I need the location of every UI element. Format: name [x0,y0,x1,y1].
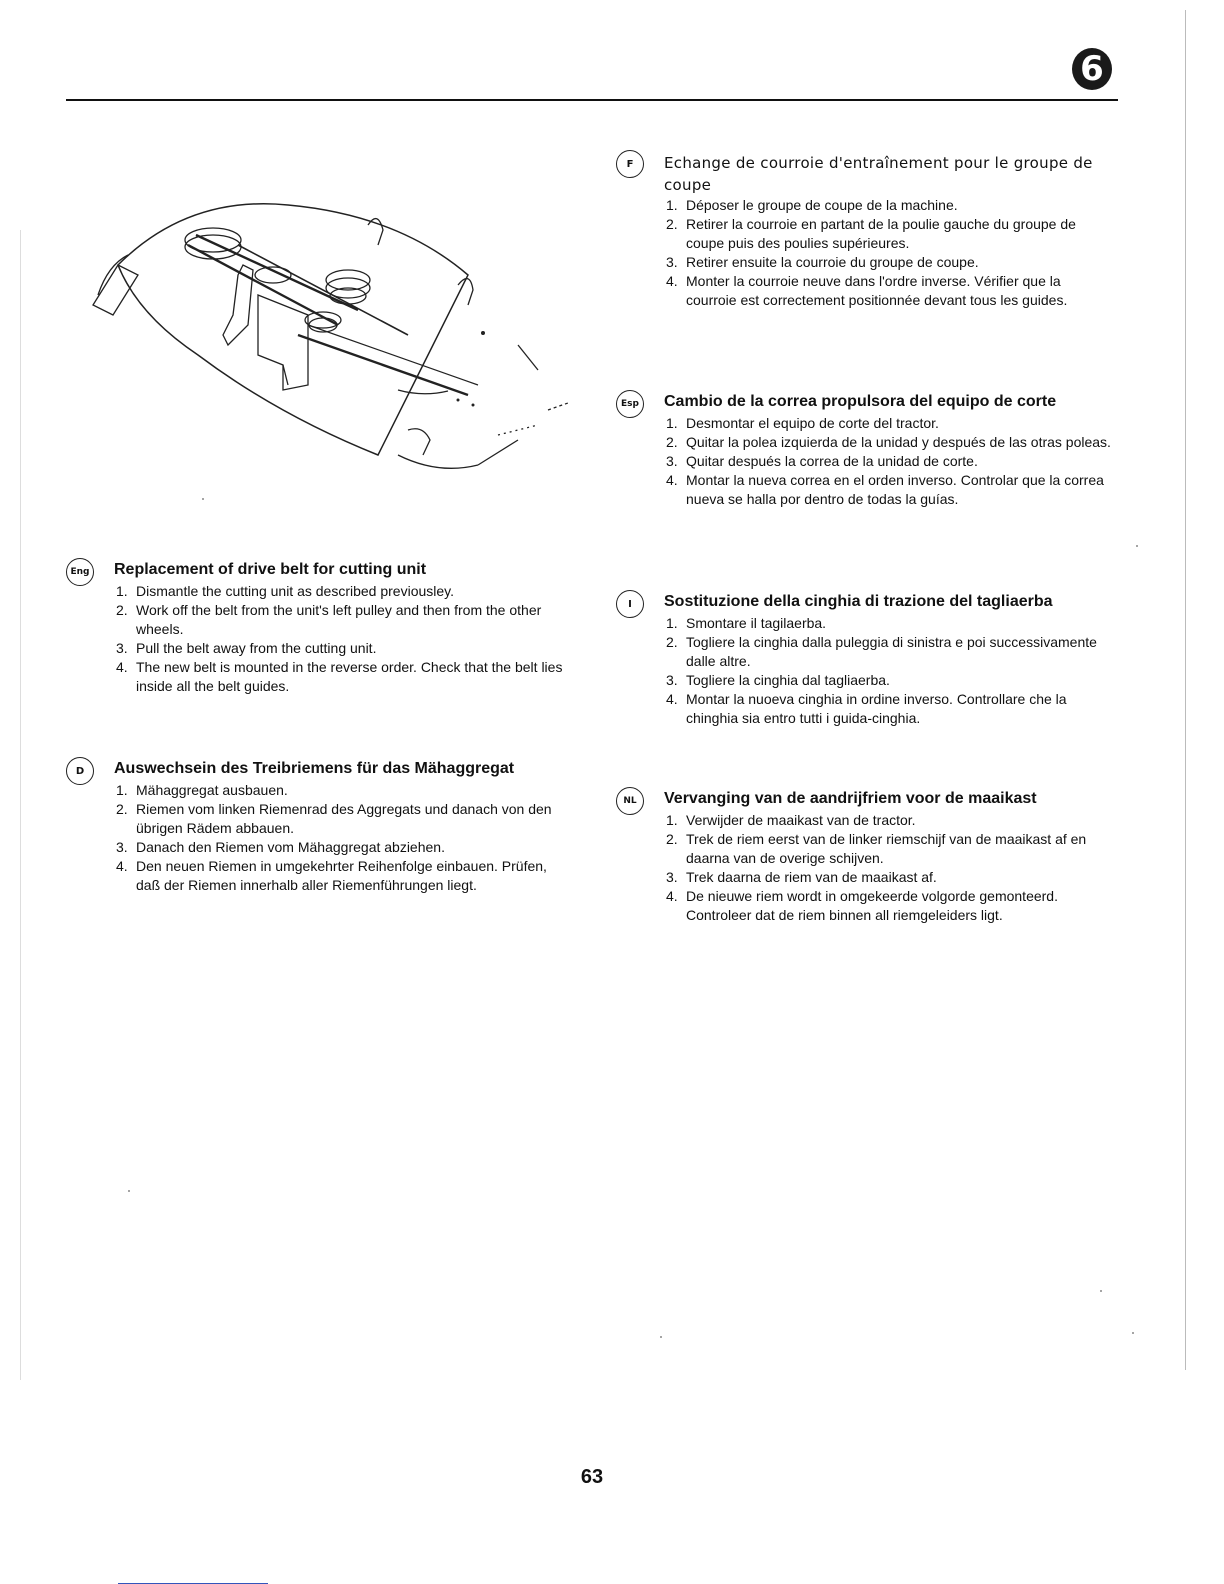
list-item: 2. Work off the belt from the unit's left pulley and then from the other wheels. [116,602,542,637]
scan-speck [1100,1290,1102,1292]
language-badge-eng: Eng [66,558,94,586]
language-badge-f: F [616,150,644,178]
section-title: Vervanging van de aandrijfriem voor de maaikast [664,790,1037,807]
list-item: 1. Verwijder de maaikast van de tractor. [666,812,916,828]
list-item: 4. Den neuen Riemen in umgekehrter Reihenfolge einbauen. Prüfen, daß der Riemen innerhalb aller Riemenführungen liegt. [116,858,547,893]
header-rule [66,99,1118,101]
list-item: 3. Danach den Riemen vom Mähaggregat abziehen. [116,839,445,855]
list-item: 4. Monter la courroie neuve dans l'ordre inverse. Vérifier que la courroie est correctement positionnée devant tous les guides. [666,273,1068,308]
section-title: Echange de courroie d'entraînement pour le groupe de coupe [664,154,1093,194]
language-badge-d: D [66,757,94,785]
section-title: Sostituzione della cinghia di trazione del tagliaerba [664,593,1053,610]
list-item: 3. Retirer ensuite la courroie du groupe de coupe. [666,254,979,270]
list-item: 2. Togliere la cinghia dalla puleggia di sinistra e poi successivamente dalle altre. [666,634,1097,669]
section-italian [616,590,1136,740]
list-item: 3. Trek daarna de riem van de maaikast af. [666,869,937,885]
list-item: 4. De nieuwe riem wordt in omgekeerde volgorde gemonteerd. Controleer dat de riem binnen all riemgeleiders ligt. [666,888,1058,923]
steps-list [666,614,1116,728]
scan-speck [1132,1332,1134,1334]
list-item: 1. Déposer le groupe de coupe de la machine. [666,197,958,213]
list-item: 2. Riemen vom linken Riemenrad des Aggregats und danach von den übrigen Rädem abbauen. [116,801,552,836]
section-title: Replacement of drive belt for cutting unit [114,561,427,578]
scan-edge-right [1185,10,1186,1370]
list-item: 1. Dismantle the cutting unit as described previousley. [116,583,455,599]
scan-speck [1136,545,1138,547]
language-badge-nl: NL [616,787,644,815]
list-item: 3. Togliere la cinghia dal tagliaerba. [666,672,890,688]
steps-list [666,414,1116,509]
section-title: Cambio de la correa propulsora del equipo de corte [664,393,1057,410]
scan-edge-left [20,230,21,1380]
steps-list [116,582,566,696]
scan-speck [660,1336,662,1338]
list-item: 1. Mähaggregat ausbauen. [116,782,288,798]
page-number: 63 [580,1466,604,1488]
list-item: 3. Quitar después la correa de la unidad de corte. [666,453,978,469]
scan-speck [202,498,204,500]
section-dutch [616,787,1136,937]
list-item: 2. Trek de riem eerst van de linker riemschijf van de maaikast af en daarna van de overige schijven. [666,831,1087,866]
chapter-badge: 6 [1072,48,1112,90]
section-english [66,558,586,708]
list-item: 2. Retirer la courroie en partant de la poulie gauche du groupe de coupe puis des poulies supérieures. [666,216,1076,251]
language-badge-i: I [616,590,644,618]
steps-list [666,811,1116,925]
list-item: 4. The new belt is mounted in the reverse order. Check that the belt lies inside all the belt guides. [116,659,563,694]
list-item: 4. Montar la nuoeva cinghia in ordine inverso. Controllare che la chinghia sia entro tutti i guida-cinghia. [666,691,1067,726]
list-item: 3. Pull the belt away from the cutting unit. [116,640,377,656]
section-german [66,757,586,927]
cutting-unit-illustration [78,185,578,490]
section-title: Auswechsein des Treibriemens für das Mähaggregat [114,760,515,777]
scan-speck [128,1190,130,1192]
section-french [616,150,1136,340]
list-item: 2. Quitar la polea izquierda de la unidad y después de las otras poleas. [666,434,1111,450]
list-item: 1. Desmontar el equipo de corte del tractor. [666,415,939,431]
section-spanish [616,390,1136,540]
steps-list [666,196,1096,310]
steps-list [116,781,566,895]
list-item: 1. Smontare il tagilaerba. [666,615,827,631]
language-badge-esp: Esp [616,390,644,418]
list-item: 4. Montar la nueva correa en el orden inverso. Controlar que la correa nueva se halla por dentro de todas la guías. [666,472,1104,507]
